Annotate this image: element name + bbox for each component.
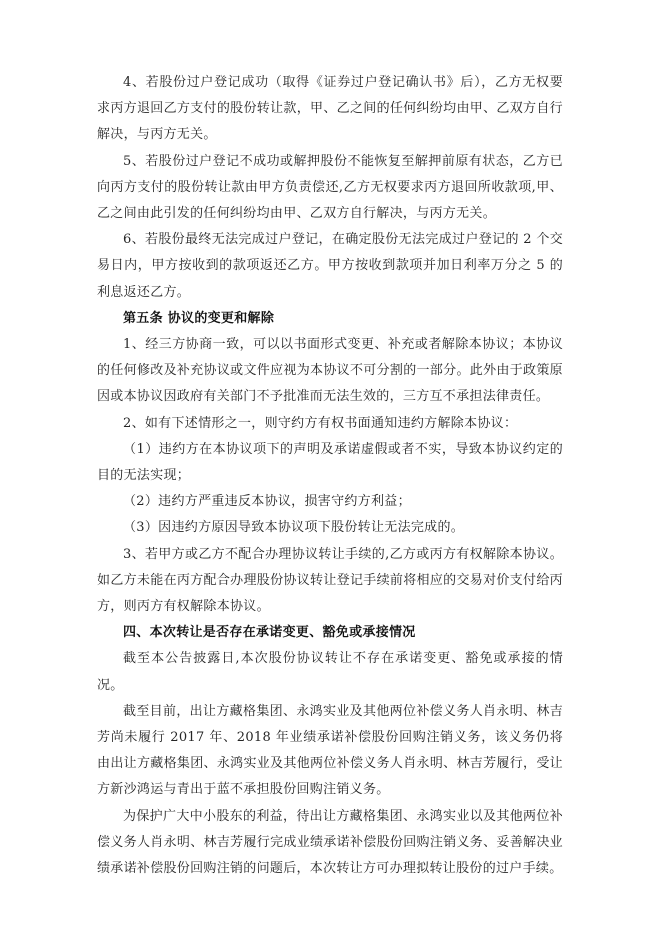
article-5-heading: 第五条 协议的变更和解除: [123, 310, 275, 326]
clause-6-paragraph: 6、若股份最终无法完成过户登记，在确定股份无法完成过户登记的 2 个交易日内，甲方按收到的款项返还乙方。甲方按收到款项并加日利率万分之 5 的利息返还乙方。: [97, 232, 563, 300]
section-4-paragraph-1: 截至本公告披露日,本次股份协议转让不存在承诺变更、豁免或承接的情况。: [97, 651, 563, 693]
article-5-item-2-sub-2: （2）违约方严重违反本协议，损害守约方利益；: [123, 494, 411, 510]
section-4-paragraph-3: 为保护广大中小股东的利益，待出让方藏格集团、永鸿实业以及其他两位补偿义务人肖永明、林吉芳履行完成业绩承诺补偿股份回购注销义务、妥善解决业绩承诺补偿股份回购注销的问题后，本次转让方可办理拟转让股份的过户手续。: [97, 808, 563, 877]
document-body: [97, 70, 563, 882]
section-4-paragraph-2: 截至目前，出让方藏格集团、永鸿实业及其他两位补偿义务人肖永明、林吉芳尚未履行 2017 年、2018 年业绩承诺补偿股份回购注销义务，该义务仍将由出让方藏格集团、永鸿实业及其他两位补偿义务人肖永明、林吉芳履行，受让方新沙鸿运与青出于蓝不承担股份回购注销义务。: [97, 703, 563, 798]
article-5-item-2-sub-3: （3）因违约方原因导致本协议项下股份转让无法完成的。: [123, 520, 465, 536]
article-5-item-1-paragraph: 1、经三方协商一致，可以以书面形式变更、补充或者解除本协议；本协议的任何修改及补充协议或文件应视为本协议不可分割的一部分。此外由于政策原因或本协议因政府有关部门不予批准而无法生效的，三方互不承担法律责任。: [97, 337, 563, 405]
section-4-heading: 四、本次转让是否存在承诺变更、豁免或承接情况: [123, 625, 416, 641]
clause-5-paragraph: 5、若股份过户登记不成功或解押股份不能恢复至解押前原有状态，乙方已向丙方支付的股份转让款由甲方负责偿还,乙方无权要求丙方退回所收款项,甲、乙之间由此引发的任何纠纷均由甲、乙双方自行解决，与丙方无关。: [97, 153, 563, 222]
clause-4-paragraph: 4、若股份过户登记成功（取得《证券过户登记确认书》后），乙方无权要求丙方退回乙方支付的股份转让款，甲、乙之间的任何纠纷均由甲、乙双方自行解决，与丙方无关。: [97, 75, 563, 143]
article-5-item-3-paragraph: 3、若甲方或乙方不配合办理协议转让手续的,乙方或丙方有权解除本协议。如乙方未能在丙方配合办理股份协议转让登记手续前将相应的交易对价支付给丙方，则丙方有权解除本协议。: [97, 546, 563, 615]
article-5-item-2-sub-1: （1）违约方在本协议项下的声明及承诺虚假或者不实，导致本协议约定的目的无法实现；: [97, 441, 563, 484]
article-5-item-2-paragraph: 2、如有下述情形之一，则守约方有权书面通知违约方解除本协议：: [123, 415, 518, 431]
